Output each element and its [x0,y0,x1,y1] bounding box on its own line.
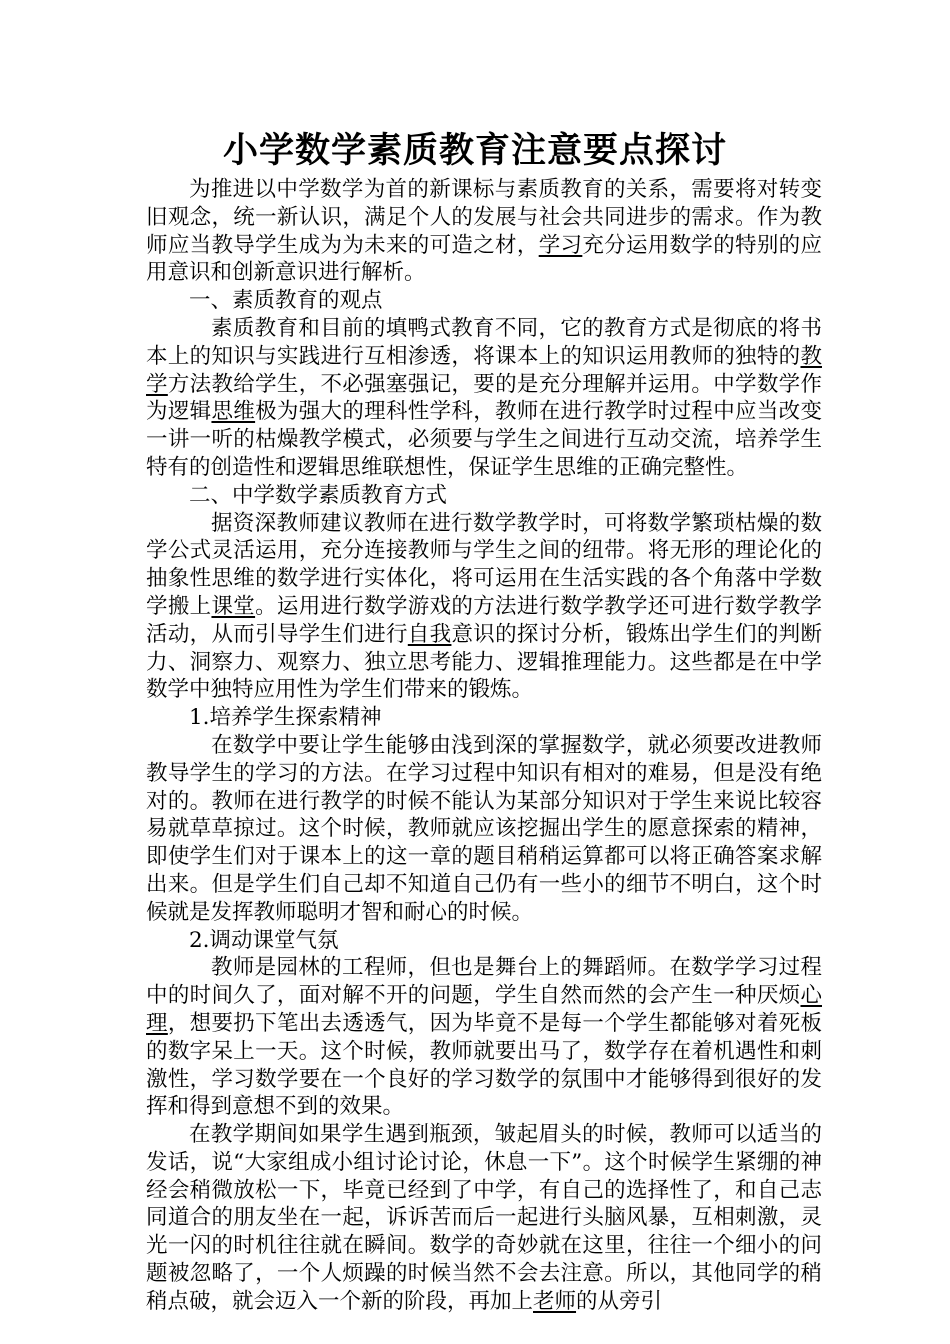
link-xuexi[interactable]: 学习 [538,232,583,258]
sub2-paragraph-1 [146,954,822,1121]
intro-paragraph [146,176,822,287]
sub2-p1-text-a: 教师是园林的工程师，但也是舞台上的舞蹈师。在数学学习过程中的时间久了，面对解不开的问题，学生自然而然的会产生一种厌烦 [146,955,822,1009]
sub2-heading: 2.调动课堂气氛 [189,927,339,953]
s2-text-b: 。运用进行数学游戏的方法进行数学教学还可进行数学教学活动，从而引导学生们进行 [146,593,822,647]
sub2-p2-text-a: 在教学期间如果学生遇到瓶颈，皱起眉头的时候，教师可以适当的发话，说“大家组成小组讨论讨论，休息一下”。这个时候学生紧绷的神经会稍微放松一下，毕竟已经到了中学，有自己的选择性了，和自己志同道合的朋友坐在一起，诉诉苦而后一起进行头脑风暴，互相刺激，灵光一闪的时机往往就在瞬间。数学的奇妙就在这里，往往一个细小的问题被忽略了，一个人烦躁的时候当然不会去注意。所以，其他同学的稍稍点破，就会迈入一个新的阶段，再加上 [146,1122,822,1314]
s2-text-a: 据资深教师建议教师在进行数学教学时，可将数学繁琐枯燥的数学公式灵活运用，充分连接教师与学生之间的纽带。将无形的理论化的抽象性思维的数学进行实体化，将可运用在生活实践的各个角落中学数学搬上 [146,510,822,619]
link-siwei[interactable]: 思维 [211,399,256,425]
article-body [146,176,822,1316]
section2-heading: 二、中学数学素质教育方式 [189,482,448,508]
link-xinli[interactable]: 心理 [146,983,822,1036]
sub2-p2-text-b: 的从旁引 [576,1288,663,1314]
intro-text-b: 充分运用数学的特别的应用意识和创新意识进行解析。 [146,232,822,286]
link-ziwo[interactable]: 自我 [407,621,452,647]
page-title: 小学数学素质教育注意要点探讨 [222,131,727,171]
sub2-paragraph-2 [146,1121,822,1316]
sub1-heading: 1.培养学生探索精神 [189,705,382,731]
section2-paragraph [146,510,822,705]
sub1-paragraph: 在数学中要让学生能够由浅到深的掌握数学，就必须要改进教师教导学生的学习的方法。在学习过程中知识有相对的难易，但是没有绝对的。教师在进行教学的时候不能认为某部分知识对于学生来说比较容易就草草掠过。这个时候，教师就应该挖掘出学生的愿意探索的精神，即使学生们对于课本上的这一章的题目稍稍运算都可以将正确答案求解出来。但是学生们自己却不知道自己仍有一些小的细节不明白，这个时候就是发挥教师聪明才智和耐心的时候。 [146,732,822,925]
intro-text-a: 为推进以中学数学为首的新课标与素质教育的关系，需要将对转变旧观念，统一新认识，满足个人的发展与社会共同进步的需求。作为教师应当教导学生成为为未来的可造之材， [146,177,822,258]
link-jiaoxue[interactable]: 教学 [146,343,822,397]
s1-text-c: 极为强大的理科性学科，教师在进行教学时过程中应当改变一讲一听的枯燥教学模式，必须要与学生之间进行互动交流，培养学生特有的创造性和逻辑思维联想性，保证学生思维的正确完整性。 [146,399,822,480]
link-ketang[interactable]: 课堂 [211,593,256,619]
s1-text-a: 素质教育和目前的填鸭式教育不同，它的教育方式是彻底的将书本上的知识与实践进行互相渗透，将课本上的知识运用教师的独特的 [146,315,822,369]
s1-text-b: 方法教给学生，不必强塞强记，要的是充分理解并运用。中学数学作为逻辑 [146,371,822,425]
section1-paragraph [146,315,822,482]
sub2-p1-text-b: ，想要扔下笔出去透透气，因为毕竟不是每一个学生都能够对着死板的数字呆上一天。这个时候，教师就要出马了，数学存在着机遇性和刺激性，学习数学要在一个良好的学习数学的氛围中才能够得到很好的发挥和得到意想不到的效果。 [146,1010,822,1120]
s2-text-c: 意识的探讨分析，锻炼出学生们的判断力、洞察力、观察力、独立思考能力、逻辑推理能力。这些都是在中学数学中独特应用性为学生们带来的锻炼。 [146,621,822,703]
link-laoshi[interactable]: 老师 [533,1288,577,1314]
section1-heading: 一、素质教育的观点 [189,288,383,314]
